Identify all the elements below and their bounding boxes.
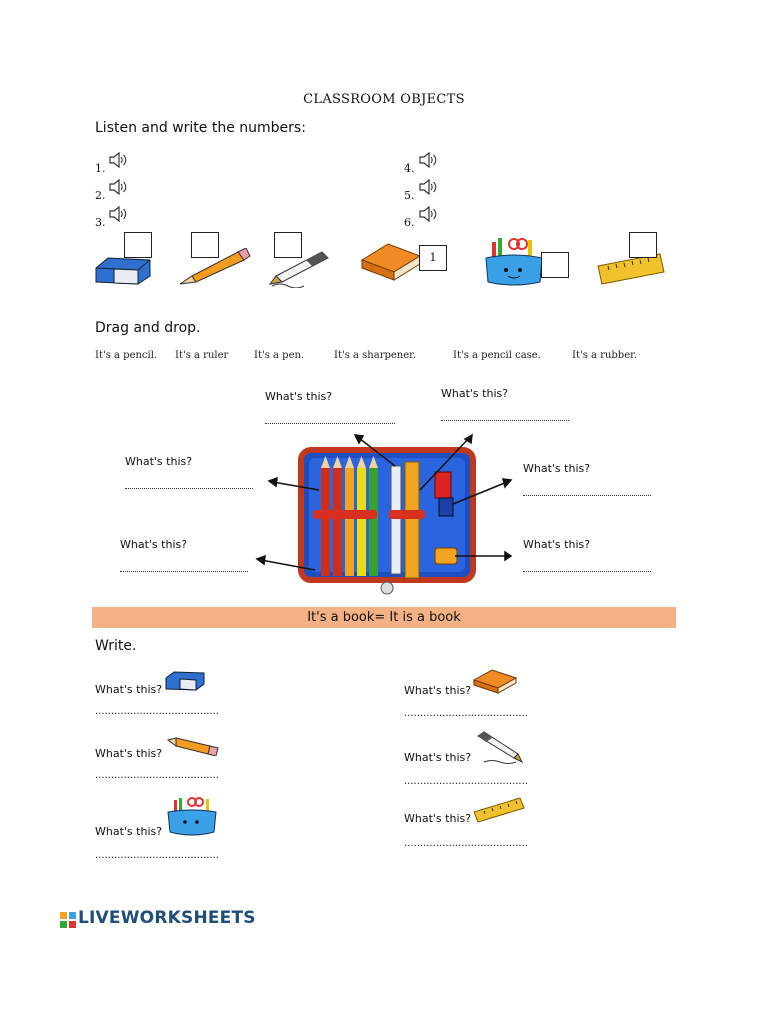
question-label: What's this? — [441, 387, 509, 400]
question-label: What's this? — [95, 747, 163, 760]
drop-zone-2[interactable] — [441, 419, 569, 421]
drop-zone-5[interactable] — [120, 570, 248, 572]
drop-zone-4[interactable] — [523, 494, 651, 496]
liveworksheets-logo[interactable]: LIVEWORKSHEETS — [78, 908, 256, 928]
speaker-icon[interactable] — [108, 152, 128, 168]
answer-line[interactable]: ....................................... — [95, 770, 219, 781]
pencil-case-illustration — [255, 420, 675, 605]
drag-drop-heading: Drag and drop. — [95, 320, 201, 336]
ruler-icon — [472, 796, 526, 824]
speaker-icon[interactable] — [108, 179, 128, 195]
listen-heading: Listen and write the numbers: — [95, 120, 306, 136]
item-number-5: 5. — [404, 189, 415, 202]
answer-box-3[interactable] — [274, 232, 302, 258]
question-label: What's this? — [404, 684, 472, 697]
pencil-case-icon — [166, 796, 218, 838]
drop-zone-1[interactable] — [265, 422, 395, 424]
question-label: What's this? — [404, 751, 472, 764]
book-icon — [472, 666, 518, 694]
item-number-4: 4. — [404, 162, 415, 175]
speaker-icon[interactable] — [418, 206, 438, 222]
item-number-2: 2. — [95, 189, 106, 202]
speaker-icon[interactable] — [418, 179, 438, 195]
answer-box-5[interactable] — [541, 252, 569, 278]
answer-line[interactable]: ....................................... — [95, 706, 219, 717]
option-sharpener[interactable]: It's a sharpener. — [334, 350, 417, 361]
option-pencil[interactable]: It's a pencil. — [95, 350, 158, 361]
rubber-icon — [164, 668, 208, 694]
item-number-6: 6. — [404, 216, 415, 229]
example-banner: It's a book= It is a book — [92, 607, 676, 628]
answer-line[interactable]: ....................................... — [404, 838, 528, 849]
answer-box-2[interactable] — [191, 232, 219, 258]
item-number-3: 3. — [95, 216, 106, 229]
answer-line[interactable]: ....................................... — [95, 850, 219, 861]
item-number-1: 1. — [95, 162, 106, 175]
answer-box-1[interactable] — [124, 232, 152, 258]
book-icon — [358, 238, 424, 284]
pencil-case-icon — [484, 236, 544, 288]
option-pen[interactable]: It's a pen. — [254, 350, 305, 361]
drop-zone-3[interactable] — [125, 487, 253, 489]
option-pencil-case[interactable]: It's a pencil case. — [453, 350, 541, 361]
question-label: What's this? — [523, 538, 591, 551]
question-label: What's this? — [95, 825, 163, 838]
liveworksheets-logo-icon — [60, 912, 76, 932]
option-ruler[interactable]: It's a ruler — [175, 350, 229, 361]
pen-icon — [472, 730, 528, 764]
page-title: CLASSROOM OBJECTS — [303, 92, 465, 107]
answer-box-4[interactable]: 1 — [419, 245, 447, 271]
question-label: What's this? — [265, 390, 333, 403]
answer-line[interactable]: ....................................... — [404, 708, 528, 719]
speaker-icon[interactable] — [108, 206, 128, 222]
drop-zone-6[interactable] — [523, 570, 651, 572]
answer-box-6[interactable] — [629, 232, 657, 258]
option-rubber[interactable]: It's a rubber. — [572, 350, 637, 361]
question-label: What's this? — [523, 462, 591, 475]
answer-line[interactable]: ....................................... — [404, 776, 528, 787]
pencil-icon — [166, 734, 220, 756]
question-label: What's this? — [95, 683, 163, 696]
speaker-icon[interactable] — [418, 152, 438, 168]
question-label: What's this? — [120, 538, 188, 551]
question-label: What's this? — [404, 812, 472, 825]
question-label: What's this? — [125, 455, 193, 468]
write-heading: Write. — [95, 638, 137, 654]
